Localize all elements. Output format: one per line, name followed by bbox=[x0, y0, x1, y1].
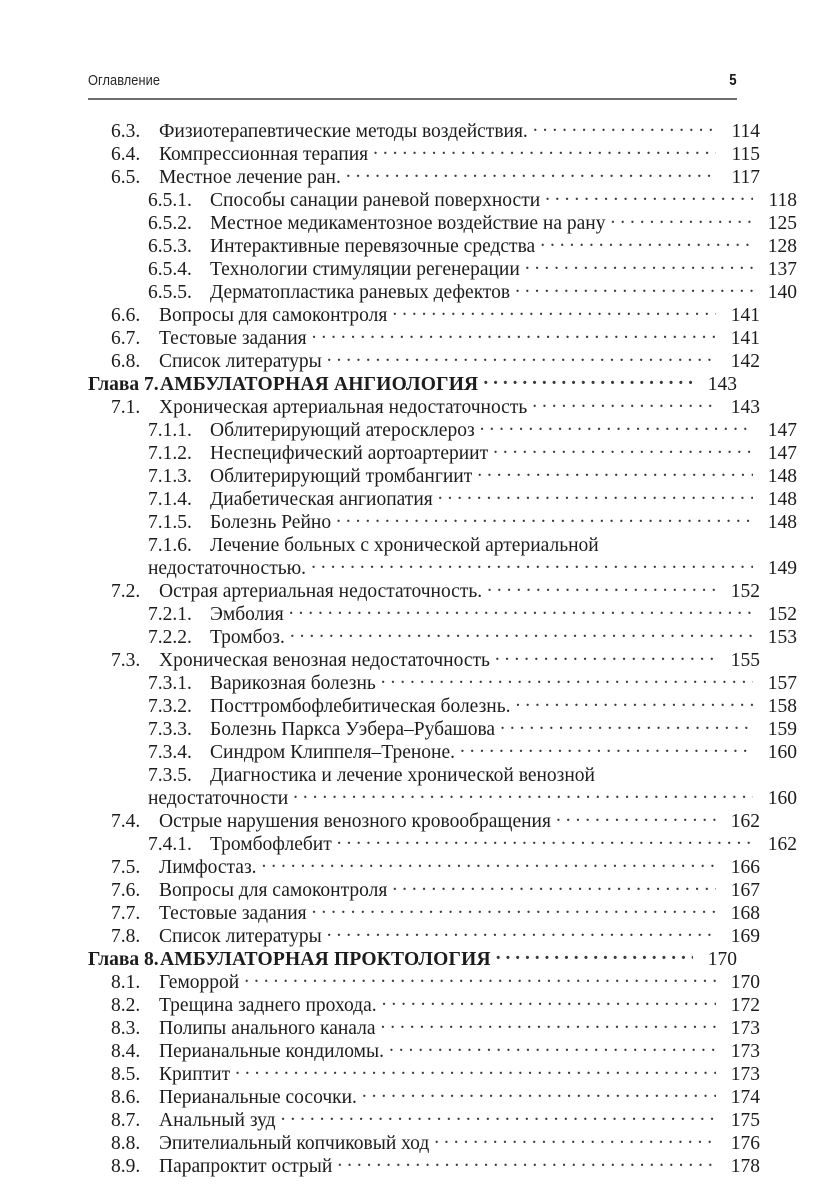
toc-entry-number: 7.1.1. bbox=[148, 420, 192, 441]
toc-entry-page-number: 173 bbox=[730, 1064, 760, 1085]
toc-entry-number: 8.6. bbox=[111, 1087, 141, 1108]
toc-entry-title: Хроническая артериальная недостаточность bbox=[159, 397, 528, 418]
toc-entry-title: Эпителиальный копчиковый ход bbox=[159, 1133, 430, 1154]
toc-entry-number: 7.2. bbox=[111, 581, 141, 602]
toc-entry-title: Лечение больных с хронической артериальной bbox=[210, 535, 599, 556]
dot-leader bbox=[545, 183, 753, 206]
toc-entry-page-number: 173 bbox=[730, 1041, 760, 1062]
toc-entry-title: Хроническая венозная недостаточность bbox=[159, 650, 490, 671]
toc-entry-title: Диагностика и лечение хронической венозной bbox=[210, 765, 595, 786]
toc-entry-title: АМБУЛАТОРНАЯ АНГИОЛОГИЯ bbox=[160, 374, 479, 395]
toc-entry-page-number: 169 bbox=[730, 926, 760, 947]
toc-entry-page-number: 115 bbox=[731, 144, 760, 165]
dot-leader bbox=[438, 482, 753, 505]
toc-entry-title: Облитерирующий тромбангиит bbox=[210, 466, 473, 487]
toc-entry-number: 7.3.3. bbox=[148, 719, 192, 740]
dot-leader bbox=[610, 206, 753, 229]
toc-entry-page-number: 166 bbox=[730, 857, 760, 878]
dot-leader bbox=[381, 1011, 717, 1034]
dot-leader bbox=[235, 1057, 716, 1080]
toc-entry-number: 8.8. bbox=[111, 1133, 141, 1154]
toc-entry-title: Геморрой bbox=[159, 972, 240, 993]
toc-entry-page-number: 143 bbox=[730, 397, 760, 418]
toc-entry-number: 6.5. bbox=[111, 167, 141, 188]
dot-leader bbox=[289, 597, 753, 620]
dot-leader bbox=[262, 850, 716, 873]
dot-leader bbox=[540, 229, 753, 252]
dot-leader bbox=[373, 137, 716, 160]
toc-entry-page-number: 147 bbox=[767, 443, 797, 464]
toc-entry-page-number: 170 bbox=[707, 949, 737, 970]
toc-entry-number: 6.8. bbox=[111, 351, 141, 372]
dot-leader bbox=[480, 413, 753, 436]
toc-entry-title: Тромбоз. bbox=[210, 627, 285, 648]
toc-entry-title: Облитерирующий атеросклероз bbox=[210, 420, 475, 441]
toc-entry-page-number: 147 bbox=[767, 420, 797, 441]
toc-entry-page-number: 125 bbox=[767, 213, 797, 234]
dot-leader bbox=[337, 827, 753, 850]
toc-entry-page-number: 159 bbox=[767, 719, 797, 740]
toc-entry-page-number: 142 bbox=[730, 351, 760, 372]
toc-entry-page-number: 148 bbox=[767, 466, 797, 487]
toc-entry-number: Глава 8. bbox=[88, 949, 159, 970]
toc-entry-title: Парапроктит острый bbox=[159, 1156, 333, 1177]
dot-leader bbox=[434, 1126, 716, 1149]
toc-entry-title: Тромбофлебит bbox=[210, 834, 332, 855]
toc-entry-title: Местное лечение ран. bbox=[159, 167, 341, 188]
toc-entry-title: недостаточностью. bbox=[148, 558, 307, 579]
toc-entry-title: Диабетическая ангиопатия bbox=[210, 489, 433, 510]
dot-leader bbox=[312, 896, 716, 919]
toc-entry-number: 7.3.2. bbox=[148, 696, 192, 717]
toc-entry-title: Полипы анального канала bbox=[159, 1018, 376, 1039]
toc-entry-page-number: 118 bbox=[768, 190, 797, 211]
toc-entry-number: 7.4.1. bbox=[148, 834, 192, 855]
toc-entry-page-number: 173 bbox=[730, 1018, 760, 1039]
toc-entry-title: Анальный зуд bbox=[159, 1110, 276, 1131]
running-header-title: Оглавление bbox=[88, 73, 161, 89]
dot-leader bbox=[312, 321, 716, 344]
toc-entry-title: Синдром Клиппеля–Треноне. bbox=[210, 742, 456, 763]
toc-entry-page-number: 167 bbox=[730, 880, 760, 901]
toc-entry-title: Физиотерапевтические методы воздействия. bbox=[159, 121, 528, 142]
dot-leader bbox=[392, 873, 716, 896]
toc-entry-number: 7.1. bbox=[111, 397, 141, 418]
toc-entry-number: 8.2. bbox=[111, 995, 141, 1016]
toc-entry-number: 7.3.4. bbox=[148, 742, 192, 763]
toc-entry-number: 7.2.1. bbox=[148, 604, 192, 625]
toc-entry-number: 7.2.2. bbox=[148, 627, 192, 648]
toc-entry-page-number: 158 bbox=[767, 696, 797, 717]
toc-entry-page-number: 157 bbox=[767, 673, 797, 694]
dot-leader bbox=[515, 689, 753, 712]
toc-entry-title: Лимфостаз. bbox=[159, 857, 257, 878]
toc-entry-number: 6.4. bbox=[111, 144, 141, 165]
toc-entry-number: 6.7. bbox=[111, 328, 141, 349]
dot-leader bbox=[460, 735, 753, 758]
toc-entry-page-number: 160 bbox=[767, 742, 797, 763]
toc-entry-number: 8.3. bbox=[111, 1018, 141, 1039]
toc-entry-number: 6.5.2. bbox=[148, 213, 192, 234]
toc-entry-title: Острая артериальная недостаточность. bbox=[159, 581, 483, 602]
toc-entry-page-number: 143 bbox=[707, 374, 737, 395]
toc-entry-page-number: 162 bbox=[730, 811, 760, 832]
dot-leader bbox=[496, 942, 693, 965]
toc-entry-page-number: 117 bbox=[731, 167, 760, 188]
toc-entry-number: 7.6. bbox=[111, 880, 141, 901]
running-header-page-number: 5 bbox=[729, 72, 737, 89]
toc-entry-number: 7.1.6. bbox=[148, 535, 192, 556]
toc-entry-number: 7.5. bbox=[111, 857, 141, 878]
header-divider bbox=[88, 98, 737, 100]
toc-entry-number: 7.1.2. bbox=[148, 443, 192, 464]
toc-entry-page-number: 148 bbox=[767, 489, 797, 510]
toc-entry-title: АМБУЛАТОРНАЯ ПРОКТОЛОГИЯ bbox=[160, 949, 491, 970]
toc-entry-number: 8.7. bbox=[111, 1110, 141, 1131]
toc-entry-number: 8.4. bbox=[111, 1041, 141, 1062]
toc-entry-page-number: 155 bbox=[730, 650, 760, 671]
dot-leader bbox=[382, 988, 716, 1011]
toc-entry-page-number: 160 bbox=[767, 788, 797, 809]
toc-entry-number: 7.4. bbox=[111, 811, 141, 832]
toc-entry-page-number: 152 bbox=[730, 581, 760, 602]
dot-leader bbox=[556, 804, 716, 827]
toc-entry-number: 8.9. bbox=[111, 1156, 141, 1177]
toc-entry-page-number: 141 bbox=[730, 328, 760, 349]
toc-entry-title: Болезнь Рейно bbox=[210, 512, 332, 533]
toc-entry-number: 7.3.1. bbox=[148, 673, 192, 694]
toc-entry-page-number: 148 bbox=[767, 512, 797, 533]
toc-entry-row[interactable] bbox=[88, 114, 760, 142]
toc-entry-title: Трещина заднего прохода. bbox=[159, 995, 377, 1016]
toc-entry-number: 7.8. bbox=[111, 926, 141, 947]
toc-entry-page-number: 175 bbox=[730, 1110, 760, 1131]
dot-leader bbox=[381, 666, 753, 689]
toc-entry-title: Вопросы для самоконтроля bbox=[159, 305, 388, 326]
toc-entry-title: Болезнь Паркса Уэбера–Рубашова bbox=[210, 719, 496, 740]
toc-entry-title: Технологии стимуляции регенерации bbox=[210, 259, 520, 280]
dot-leader bbox=[389, 1034, 716, 1057]
toc-entry-number: 8.1. bbox=[111, 972, 141, 993]
dot-leader bbox=[346, 160, 716, 183]
dot-leader bbox=[290, 620, 753, 643]
toc-entry-number: 7.3.5. bbox=[148, 765, 192, 786]
toc-entry-number: 7.3. bbox=[111, 650, 141, 671]
toc-entry-title: Неспецифический аортоартериит bbox=[210, 443, 489, 464]
dot-leader bbox=[487, 574, 716, 597]
toc-entry-page-number: 140 bbox=[767, 282, 797, 303]
toc-entry-number: 7.1.4. bbox=[148, 489, 192, 510]
dot-leader bbox=[362, 1080, 716, 1103]
toc-entry-title: Дерматопластика раневых дефектов bbox=[210, 282, 511, 303]
toc-entry-page-number: 172 bbox=[730, 995, 760, 1016]
toc-entry-number: 7.1.3. bbox=[148, 466, 192, 487]
toc-entry-number: 6.5.4. bbox=[148, 259, 192, 280]
toc-entry-page-number: 162 bbox=[767, 834, 797, 855]
toc-entry-page-number: 153 bbox=[767, 627, 797, 648]
toc-entry-page-number: 114 bbox=[731, 121, 760, 142]
toc-entry-number: 6.3. bbox=[111, 121, 141, 142]
dot-leader bbox=[392, 298, 716, 321]
toc-entry-title: недостаточности bbox=[148, 788, 289, 809]
toc-entry-page-number: 176 bbox=[730, 1133, 760, 1154]
toc-entry-title: Компрессионная терапия bbox=[159, 144, 369, 165]
toc-entry-title: Тестовые задания bbox=[159, 328, 307, 349]
dot-leader bbox=[244, 965, 716, 988]
toc-entry-number: 6.5.5. bbox=[148, 282, 192, 303]
toc-entry-page-number: 170 bbox=[730, 972, 760, 993]
toc-entry-title: Перианальные сосочки. bbox=[159, 1087, 357, 1108]
dot-leader bbox=[327, 344, 716, 367]
toc-entry-title: Местное медикаментозное воздействие на рану bbox=[210, 213, 606, 234]
toc-entry-page-number: 128 bbox=[767, 236, 797, 257]
toc-entry-page-number: 141 bbox=[730, 305, 760, 326]
toc-entry-page-number: 174 bbox=[730, 1087, 760, 1108]
toc-entry-number: 6.6. bbox=[111, 305, 141, 326]
toc-entry-page-number: 168 bbox=[730, 903, 760, 924]
toc-entry-number: 6.5.3. bbox=[148, 236, 192, 257]
toc-entry-title: Способы санации раневой поверхности bbox=[210, 190, 541, 211]
toc-entry-title: Список литературы bbox=[159, 926, 322, 947]
dot-leader bbox=[311, 551, 753, 574]
toc-entry-page-number: 137 bbox=[767, 259, 797, 280]
toc-entry-title: Острые нарушения венозного кровообращения bbox=[159, 811, 551, 832]
toc-entry-title: Перианальные кондиломы. bbox=[159, 1041, 384, 1062]
toc-entry-number: Глава 7. bbox=[88, 374, 159, 395]
toc-entry-page-number: 149 bbox=[767, 558, 797, 579]
dot-leader bbox=[525, 252, 753, 275]
table-of-contents-list bbox=[88, 114, 797, 1177]
dot-leader bbox=[483, 367, 693, 390]
dot-leader bbox=[515, 275, 753, 298]
dot-leader bbox=[327, 919, 716, 942]
dot-leader bbox=[477, 459, 753, 482]
dot-leader bbox=[337, 1149, 716, 1172]
toc-entry-page-number: 152 bbox=[767, 604, 797, 625]
toc-entry-number: 7.1.5. bbox=[148, 512, 192, 533]
dot-leader bbox=[495, 643, 716, 666]
dot-leader bbox=[293, 781, 753, 804]
toc-entry-number: 6.5.1. bbox=[148, 190, 192, 211]
toc-entry-title: Эмболия bbox=[210, 604, 284, 625]
dot-leader bbox=[493, 436, 753, 459]
toc-entry-title: Тестовые задания bbox=[159, 903, 307, 924]
toc-entry-title: Посттромбофлебитическая болезнь. bbox=[210, 696, 511, 717]
toc-entry-page-number: 178 bbox=[730, 1156, 760, 1177]
toc-entry-title: Интерактивные перевязочные средства bbox=[210, 236, 536, 257]
dot-leader bbox=[281, 1103, 716, 1126]
toc-entry-title: Варикозная болезнь bbox=[210, 673, 376, 694]
toc-entry-title: Вопросы для самоконтроля bbox=[159, 880, 388, 901]
toc-entry-number: 7.7. bbox=[111, 903, 141, 924]
toc-entry-title: Криптит bbox=[159, 1064, 231, 1085]
running-header bbox=[88, 72, 737, 90]
dot-leader bbox=[533, 114, 716, 137]
toc-entry-title: Список литературы bbox=[159, 351, 322, 372]
dot-leader bbox=[500, 712, 753, 735]
dot-leader bbox=[336, 505, 753, 528]
dot-leader bbox=[532, 390, 716, 413]
toc-entry-number: 8.5. bbox=[111, 1064, 141, 1085]
